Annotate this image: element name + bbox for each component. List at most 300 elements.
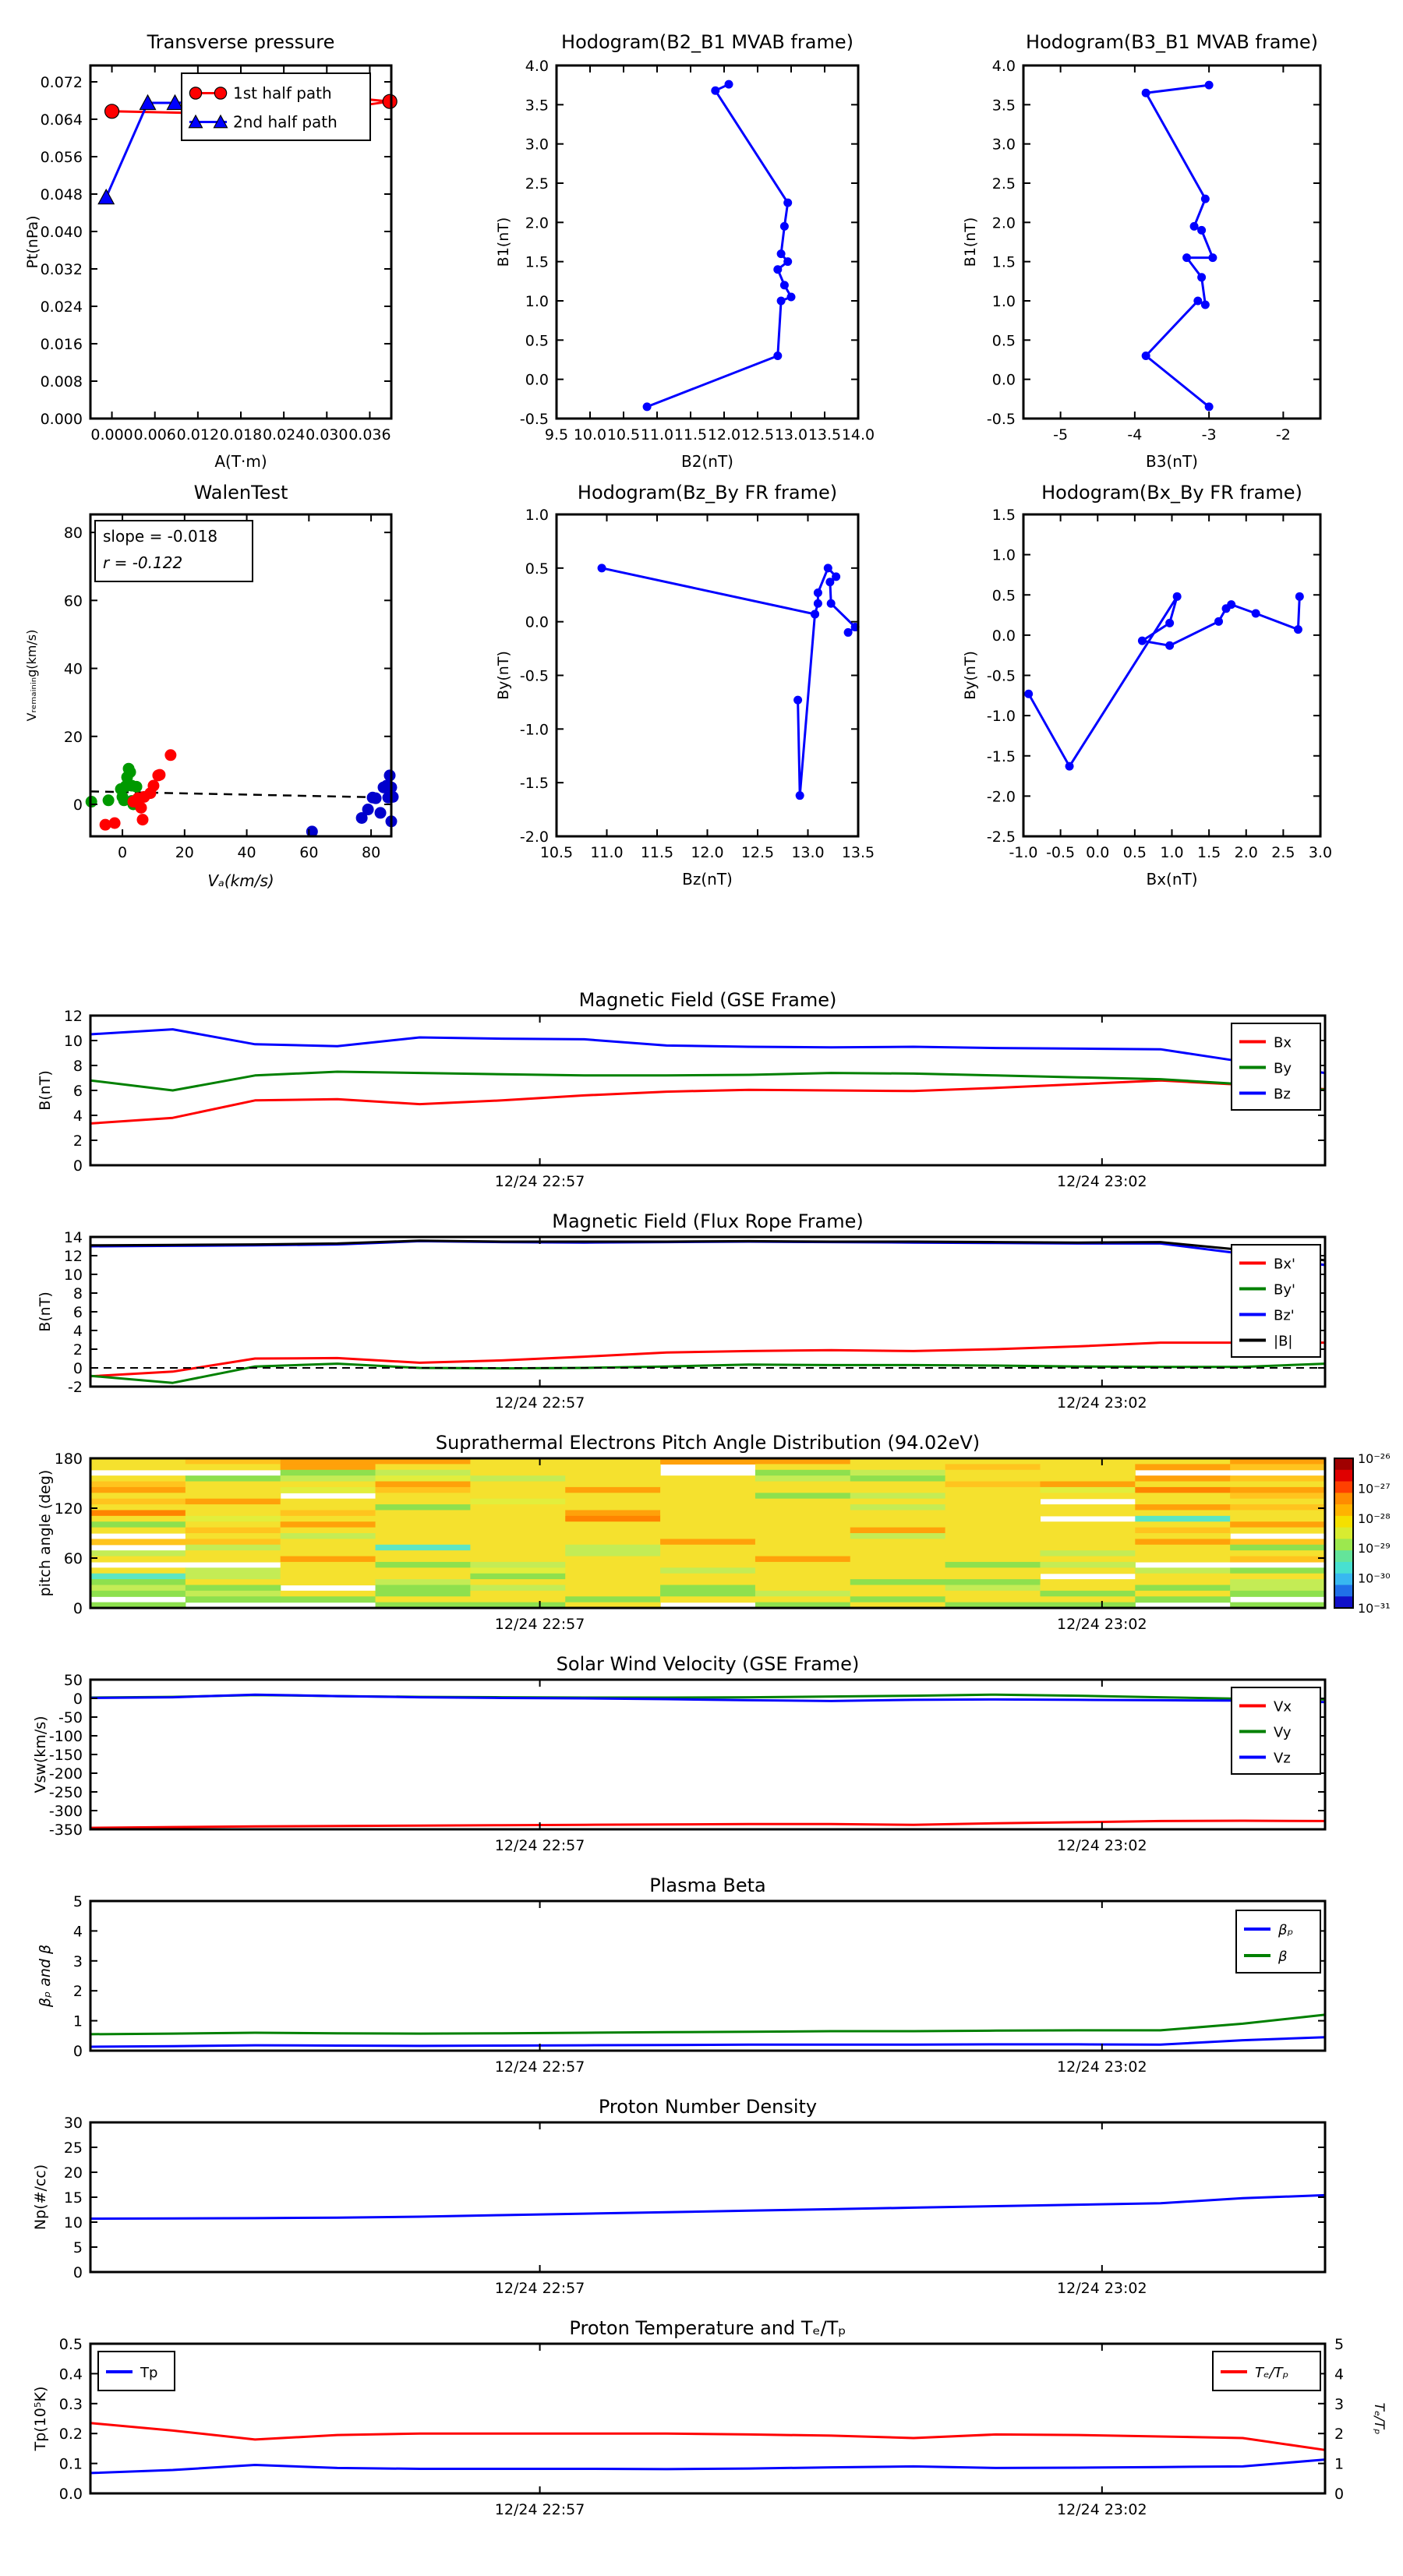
heatmap-cell (850, 1516, 945, 1522)
heatmap-cell (1135, 1464, 1230, 1470)
axes-frame (90, 2122, 1325, 2272)
point-marker (824, 564, 832, 572)
y-tick-label: 60 (63, 1550, 83, 1567)
y-axis-label: B1(nT) (962, 217, 979, 267)
x-tick-label: 12/24 22:57 (494, 1616, 585, 1633)
point-marker (725, 80, 733, 89)
x-tick-label: 12.0 (707, 426, 741, 443)
x-tick-label: -1.0 (1009, 844, 1038, 861)
x-tick-label: 3.0 (1308, 844, 1333, 861)
y-tick-label: 0.5 (525, 560, 549, 578)
heatmap-cell (945, 1579, 1041, 1585)
x-tick-label: 0.036 (348, 426, 391, 443)
y-tick-label: 0.064 (40, 111, 83, 129)
heatmap-cell (1135, 1545, 1230, 1551)
heatmap-cell (565, 1528, 660, 1534)
heatmap-cell (850, 1574, 945, 1580)
heatmap-cell (281, 1562, 376, 1568)
heatmap-cell (850, 1596, 945, 1602)
legend-label: Vz (1274, 1750, 1291, 1767)
point-marker (814, 599, 822, 608)
heatmap-cell (376, 1475, 471, 1482)
point-marker (814, 588, 822, 597)
y2-axis-label: Tₑ/Tₚ (1371, 2402, 1387, 2435)
heatmap-cell (1135, 1482, 1230, 1488)
heatmap-cell (376, 1533, 471, 1539)
y-axis-label: βₚ and β (37, 1944, 54, 2008)
heatmap-cell (186, 1493, 281, 1499)
panel-bxby (962, 482, 1332, 889)
heatmap-cell (565, 1550, 660, 1557)
y-tick-label: 0.5 (525, 332, 549, 350)
heatmap-cell (660, 1499, 755, 1505)
axes-frame (557, 514, 858, 836)
point-marker (1197, 273, 1206, 281)
y-tick-label: 10 (63, 1033, 83, 1050)
point-marker (844, 628, 853, 637)
heatmap-cell (945, 1487, 1041, 1493)
heatmap-cell (1135, 1550, 1230, 1557)
heatmap-cell (1040, 1550, 1135, 1557)
y-axis-label: By(nT) (962, 651, 979, 700)
series-line (90, 1080, 1325, 1123)
heatmap-cell (565, 1591, 660, 1597)
heatmap-cell (565, 1585, 660, 1591)
y-tick-label: 6 (72, 1083, 83, 1100)
point-marker (783, 199, 792, 207)
heatmap-cell (660, 1591, 755, 1597)
heatmap-cell (281, 1539, 376, 1545)
panel-title: Transverse pressure (147, 31, 335, 53)
y-tick-label: 0 (72, 2043, 83, 2060)
series-line (90, 2015, 1325, 2034)
x-tick-label: 10.5 (606, 426, 641, 443)
heatmap-cell (660, 1550, 755, 1557)
point-marker (164, 749, 176, 761)
heatmap-cell (1230, 1574, 1325, 1580)
heatmap-cell (755, 1528, 850, 1534)
x-tick-label: 12/24 23:02 (1057, 1616, 1147, 1633)
y-axis-label: B(nT) (37, 1292, 54, 1332)
legend (98, 2352, 175, 2390)
y-tick-label: 14 (63, 1229, 83, 1246)
heatmap-cell (281, 1464, 376, 1470)
heatmap-cell (565, 1504, 660, 1511)
legend-label: 1st half path (233, 83, 332, 103)
colorbar-step (1334, 1516, 1353, 1528)
heatmap-cell (281, 1487, 376, 1493)
heatmap-cell (1040, 1562, 1135, 1568)
x-tick-label: 13.0 (774, 426, 808, 443)
heatmap-cell (281, 1516, 376, 1522)
series-line (798, 614, 815, 796)
heatmap-cell (90, 1539, 186, 1545)
heatmap-cell (945, 1574, 1041, 1580)
point-marker (135, 802, 147, 814)
y-tick-label: 0.040 (40, 224, 83, 241)
series-tp (90, 2460, 1325, 2473)
heatmap-cell (850, 1550, 945, 1557)
y-tick-label: 0.048 (40, 186, 83, 203)
y-tick-label: 10 (63, 2214, 83, 2231)
legend-label: Bz' (1274, 1307, 1295, 1324)
y-tick-label: 1.5 (991, 507, 1016, 524)
point-marker (780, 222, 789, 231)
point-marker (773, 352, 782, 360)
heatmap-cell (470, 1528, 565, 1534)
heatmap-cell (1040, 1533, 1135, 1539)
heatmap-cell (850, 1510, 945, 1516)
heatmap-cell (90, 1574, 186, 1580)
legend-label: Bz (1274, 1086, 1291, 1103)
colorbar-step (1334, 1528, 1353, 1539)
y-tick-label: 0.032 (40, 261, 83, 278)
heatmap-cell (281, 1596, 376, 1602)
point-marker (1227, 600, 1235, 609)
heatmap-cell (186, 1591, 281, 1597)
heatmap-cell (470, 1470, 565, 1476)
point-marker (1190, 222, 1199, 231)
heatmap-cell (281, 1550, 376, 1557)
x-tick-label: 12/24 23:02 (1057, 2501, 1147, 2518)
heatmap-cell (850, 1539, 945, 1545)
y-tick-label: 80 (63, 525, 83, 542)
x-tick-label: 12/24 22:57 (494, 2058, 585, 2076)
point-marker (1205, 402, 1214, 411)
heatmap-cell (660, 1493, 755, 1499)
point-marker (147, 780, 159, 792)
heatmap-cell (1135, 1504, 1230, 1511)
panel-np (32, 2096, 1325, 2297)
y-tick-label: 8 (72, 1058, 83, 1075)
x-tick-label: 2.5 (1271, 844, 1295, 861)
heatmap-cell (90, 1591, 186, 1597)
heatmap-cell (850, 1482, 945, 1488)
panel-title: Magnetic Field (GSE Frame) (578, 989, 837, 1011)
heatmap-cell (660, 1510, 755, 1516)
x-tick-label: -2 (1275, 426, 1291, 443)
heatmap-cell (945, 1557, 1041, 1563)
series-line (1029, 596, 1300, 766)
heatmap-cell (1135, 1567, 1230, 1574)
heatmap-cell (90, 1550, 186, 1557)
heatmap-cell (1040, 1464, 1135, 1470)
x-tick-label: 12/24 23:02 (1057, 1837, 1147, 1854)
heatmap-cell (470, 1482, 565, 1488)
heatmap-cell (470, 1464, 565, 1470)
y-tick-label: -0.5 (519, 411, 549, 428)
heatmap-cell (945, 1596, 1041, 1602)
y-tick-label: 4.0 (525, 58, 549, 75)
heatmap-cell (945, 1470, 1041, 1476)
heatmap-cell (850, 1545, 945, 1551)
y-tick-label: 1.5 (991, 253, 1016, 271)
heatmap-cell (565, 1533, 660, 1539)
y-tick-label: 0 (72, 1157, 83, 1175)
heatmap-cell (660, 1567, 755, 1574)
y-tick-label: 8 (72, 1285, 83, 1302)
y-tick-label: 2.0 (991, 214, 1016, 232)
y-tick-label: 0 (72, 1691, 83, 1708)
point-marker (370, 793, 382, 804)
series-bz-by-path (598, 564, 860, 637)
panel-b3b1 (962, 31, 1320, 471)
point-marker (643, 402, 652, 411)
point-marker (1138, 637, 1147, 645)
y-axis-label: B1(nT) (495, 217, 512, 267)
point-marker (777, 297, 786, 306)
point-marker (125, 766, 136, 778)
point-marker (780, 281, 789, 289)
y-tick-label: 0.1 (58, 2455, 83, 2473)
y-tick-label: -0.5 (986, 667, 1016, 685)
heatmap-cell (470, 1550, 565, 1557)
y-axis-label: By(nT) (495, 651, 512, 700)
x-axis-label: Bx(nT) (1146, 870, 1198, 889)
panel-title: Hodogram(Bz_By FR frame) (577, 482, 838, 504)
y-tick-label: 0 (72, 1600, 83, 1617)
heatmap-cell (660, 1574, 755, 1580)
heatmap-cell (945, 1504, 1041, 1511)
heatmap-cell (281, 1528, 376, 1534)
heatmap-cell (376, 1470, 471, 1476)
x-tick-label: 13.0 (791, 844, 825, 861)
x-tick-label: 40 (237, 844, 256, 861)
point-marker (362, 804, 374, 815)
heatmap-cell (1040, 1510, 1135, 1516)
heatmap-cell (850, 1585, 945, 1591)
series-by- (90, 1364, 1325, 1383)
point-marker (375, 807, 387, 818)
x-tick-label: 0.024 (262, 426, 306, 443)
x-axis-label: B2(nT) (681, 452, 733, 471)
point-marker (1165, 641, 1174, 650)
y-tick-label: 2.0 (525, 214, 549, 232)
y-tick-label: 20 (63, 728, 83, 746)
heatmap-cell (660, 1596, 755, 1602)
panel-b2b1 (495, 31, 875, 471)
axes-frame (90, 1901, 1325, 2051)
heatmap-cell (90, 1528, 186, 1534)
y-tick-label: -100 (48, 1728, 83, 1745)
heatmap-cell (1040, 1539, 1135, 1545)
heatmap-cell (1135, 1591, 1230, 1597)
y-tick-label: 50 (63, 1672, 83, 1689)
y-axis-label: B(nT) (37, 1070, 54, 1111)
panel-frf (37, 1210, 1325, 1412)
y-tick-label: 4 (72, 1108, 83, 1125)
heatmap-cell (660, 1482, 755, 1488)
legend-label: Bx (1274, 1034, 1292, 1051)
series-line (90, 1364, 1325, 1383)
heatmap-cell (660, 1539, 755, 1545)
y-tick-label: 12 (63, 1008, 83, 1025)
heatmap-cell (376, 1464, 471, 1470)
series-- (90, 2037, 1325, 2047)
point-marker (598, 564, 606, 572)
heatmap-cell (186, 1528, 281, 1534)
point-marker (793, 696, 802, 705)
y-tick-label: -2.0 (986, 788, 1016, 806)
y-tick-label: 1.0 (991, 546, 1016, 564)
x-tick-label: 12/24 22:57 (494, 2501, 585, 2518)
y-tick-label: 0.0 (525, 613, 549, 631)
heatmap-cell (470, 1567, 565, 1574)
heatmap-cell (1040, 1521, 1135, 1528)
y-tick-label: 1.0 (991, 293, 1016, 310)
heatmap-cell (1040, 1482, 1135, 1488)
x-tick-label: 10.0 (573, 426, 607, 443)
y-tick-label: 0.024 (40, 299, 83, 316)
y-tick-label: -1.0 (519, 721, 549, 739)
x-tick-label: 0.000 (90, 426, 133, 443)
series-- (90, 2015, 1325, 2034)
y2-tick-label: 5 (1334, 2336, 1345, 2353)
heatmap-cell (90, 1504, 186, 1511)
point-marker (1205, 81, 1214, 90)
heatmap-cell (660, 1545, 755, 1551)
heatmap-cell (1230, 1579, 1325, 1585)
y-tick-label: 0.0 (991, 371, 1016, 389)
y-tick-label: -250 (48, 1784, 83, 1801)
heatmap-cell (565, 1557, 660, 1563)
y-tick-label: 0.4 (58, 2366, 83, 2383)
series-line (90, 2037, 1325, 2047)
heatmap-cell (470, 1557, 565, 1563)
heatmap-cell (90, 1493, 186, 1499)
y-tick-label: 0.3 (58, 2395, 83, 2413)
point-marker (783, 257, 792, 266)
heatmap-cell (90, 1475, 186, 1482)
y-tick-label: -0.5 (986, 411, 1016, 428)
y-tick-label: 2 (72, 1341, 83, 1359)
heatmap-cell (945, 1567, 1041, 1574)
heatmap-cell (660, 1475, 755, 1482)
y-tick-label: -1.5 (519, 775, 549, 793)
heatmap-cell (1230, 1487, 1325, 1493)
legend-label: By (1274, 1060, 1292, 1077)
heatmap-cell (90, 1482, 186, 1488)
heatmap-cell (281, 1499, 376, 1505)
point-marker (811, 610, 819, 619)
series-t-t- (90, 2423, 1325, 2451)
heatmap-cell (90, 1579, 186, 1585)
heatmap-cell (850, 1470, 945, 1476)
point-marker (711, 87, 719, 95)
y2-tick-label: 1 (1334, 2455, 1345, 2473)
heatmap-cell (565, 1516, 660, 1522)
heatmap-cell (1230, 1528, 1325, 1534)
series-line (90, 2195, 1325, 2218)
y-tick-label: 0.016 (40, 336, 83, 353)
colorbar-step (1334, 1493, 1353, 1504)
y-axis-label: Tp(10⁵K) (32, 2386, 49, 2451)
y-tick-label: 60 (63, 592, 83, 610)
heatmap-cell (281, 1470, 376, 1476)
heatmap-cell (850, 1579, 945, 1585)
heatmap-cell (1040, 1504, 1135, 1511)
heatmap-cell (1040, 1470, 1135, 1476)
heatmap-cell (660, 1487, 755, 1493)
legend-label: |B| (1274, 1333, 1293, 1350)
point-marker (189, 87, 201, 99)
heatmap-cell (470, 1516, 565, 1522)
colorbar-tick-label: 10⁻³¹ (1358, 1601, 1391, 1616)
y-tick-label: 5 (72, 1893, 83, 1910)
colorbar-step (1334, 1574, 1353, 1585)
point-marker (154, 769, 165, 781)
y-tick-label: 15 (63, 2189, 83, 2207)
heatmap-cell (945, 1528, 1041, 1534)
y-axis-label: Vᵣₑₘₐᵢₙᵢₙg(km/s) (24, 629, 39, 722)
series-line (90, 2423, 1325, 2451)
heatmap-cell (376, 1567, 471, 1574)
heatmap-cell (470, 1487, 565, 1493)
x-tick-label: 0.006 (133, 426, 176, 443)
heatmap-cell (755, 1574, 850, 1580)
heatmap-cell (660, 1516, 755, 1522)
heatmap-cell (281, 1504, 376, 1511)
heatmap-cell (565, 1579, 660, 1585)
x-tick-label: 0.5 (1122, 844, 1147, 861)
heatmap-cell (565, 1475, 660, 1482)
point-marker (796, 791, 804, 800)
colorbar-tick-label: 10⁻²⁹ (1358, 1541, 1391, 1557)
heatmap-cell (470, 1591, 565, 1597)
heatmap-cell (1135, 1539, 1230, 1545)
panel-beta (37, 1875, 1325, 2076)
x-tick-label: 12/24 22:57 (494, 1173, 585, 1190)
heatmap-cell (1230, 1499, 1325, 1505)
legend-label: Tₑ/Tₚ (1255, 2365, 1289, 2381)
x-tick-label: 0 (118, 844, 128, 861)
heatmap-cell (1135, 1487, 1230, 1493)
heatmap-cell (755, 1493, 850, 1499)
colorbar (1334, 1451, 1391, 1616)
x-tick-label: 11.5 (673, 426, 708, 443)
heatmap-cell (376, 1591, 471, 1597)
heatmap-cell (90, 1516, 186, 1522)
heatmap-cell (1040, 1493, 1135, 1499)
heatmap-cell (90, 1510, 186, 1516)
y-tick-label: 1.5 (525, 253, 549, 271)
panel-bzby (495, 482, 875, 889)
heatmap-cell (945, 1521, 1041, 1528)
heatmap-cell (755, 1539, 850, 1545)
legend-label: Tp (140, 2365, 158, 2381)
x-tick-label: 12/24 22:57 (494, 1394, 585, 1412)
point-marker (1294, 625, 1302, 634)
panel-title: Hodogram(Bx_By FR frame) (1041, 482, 1302, 504)
legend (1232, 1245, 1320, 1357)
heatmap-cell (1230, 1464, 1325, 1470)
colorbar-tick-label: 10⁻²⁸ (1358, 1511, 1391, 1526)
x-tick-label: -5 (1053, 426, 1069, 443)
y-tick-label: 0.5 (991, 587, 1016, 605)
point-marker (827, 599, 836, 608)
legend-label: By' (1274, 1281, 1295, 1299)
heatmap-cell (186, 1550, 281, 1557)
point-marker (1295, 592, 1304, 601)
heatmap-cell (186, 1504, 281, 1511)
heatmap-cell (376, 1510, 471, 1516)
heatmap-cell (376, 1596, 471, 1602)
heatmap-cell (186, 1516, 281, 1522)
heatmap-cell (850, 1533, 945, 1539)
legend-label: Vy (1274, 1724, 1292, 1741)
colorbar-step (1334, 1585, 1353, 1596)
y-tick-label: 12 (63, 1248, 83, 1265)
